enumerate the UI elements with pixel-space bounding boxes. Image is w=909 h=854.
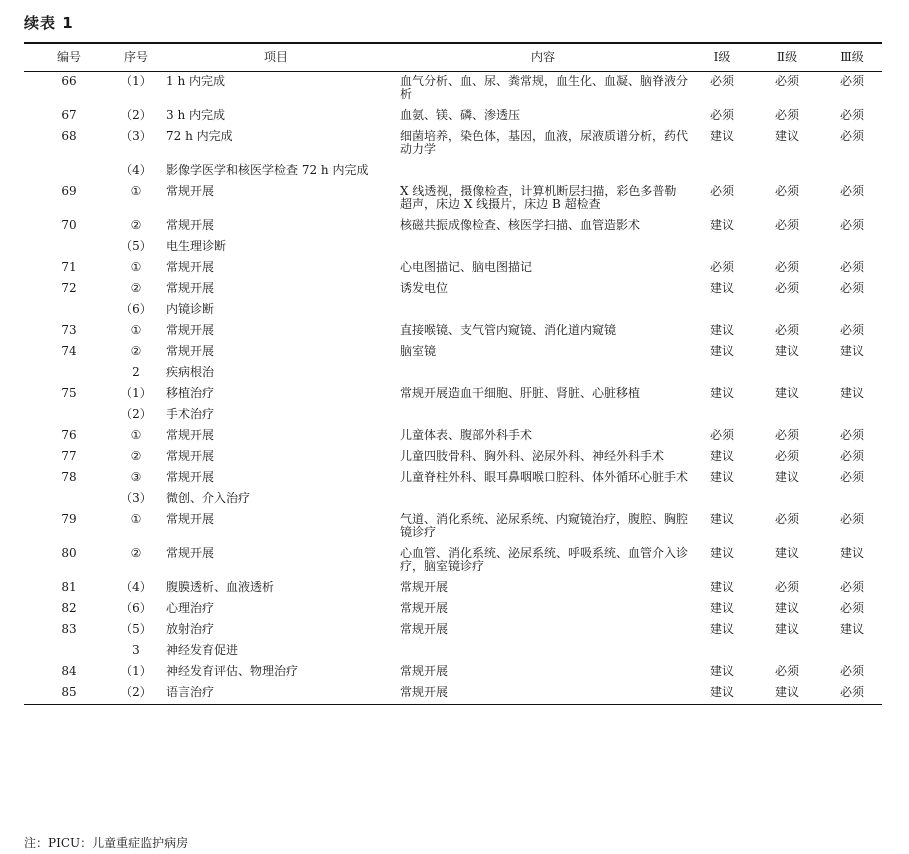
cell-item: 常规开展 <box>166 428 215 442</box>
cell-content: 气道、消化系统、泌尿系统、内窥镜治疗，腹腔、胸腔镜诊疗 <box>400 512 689 539</box>
cell-level-3: 必须 <box>839 74 864 88</box>
cell-number <box>24 237 114 258</box>
cell-level-2 <box>752 237 822 258</box>
cell-number: 68 <box>61 129 77 143</box>
table-row <box>24 447 882 468</box>
table-row <box>24 258 882 279</box>
table-row <box>24 216 882 237</box>
cell-content: X 线透视，摄像检查，计算机断层扫描，彩色多普勒超声，床边 X 线摄片，床边 B 超检查 <box>400 184 677 211</box>
cell-level-2: 必须 <box>774 108 799 122</box>
cell-level-3: 必须 <box>839 449 864 463</box>
cell-number: 83 <box>61 622 77 636</box>
cell-level-3: 必须 <box>839 184 864 198</box>
cell-sequence: ② <box>130 218 142 232</box>
cell-item: 电生理诊断 <box>166 239 227 253</box>
cell-content: 儿童脊柱外科、眼耳鼻咽喉口腔科、体外循环心脏手术 <box>400 470 689 484</box>
table-row <box>24 384 882 405</box>
table-row <box>24 321 882 342</box>
cell-level-2: 必须 <box>774 260 799 274</box>
cell-number: 69 <box>61 184 77 198</box>
cell-number: 79 <box>61 512 77 526</box>
cell-level-3: 必须 <box>839 512 864 526</box>
cell-level-3 <box>822 161 882 182</box>
cell-number: 81 <box>61 580 77 594</box>
header-item: 项目 <box>263 50 288 64</box>
cell-number: 76 <box>61 428 77 442</box>
table-row <box>24 127 882 161</box>
cell-level-1: 建议 <box>709 323 734 337</box>
cell-level-3: 必须 <box>839 664 864 678</box>
cell-sequence: ② <box>130 449 142 463</box>
cell-item: 腹膜透析、血液透析 <box>166 580 275 594</box>
cell-level-1: 建议 <box>709 546 734 560</box>
cell-item: 放射治疗 <box>166 622 215 636</box>
cell-sequence: （6） <box>120 601 152 615</box>
cell-content: 儿童四肢骨科、胸外科、泌尿外科、神经外科手术 <box>400 449 665 463</box>
table-row <box>24 237 882 258</box>
cell-level-2 <box>752 363 822 384</box>
cell-level-3: 必须 <box>839 428 864 442</box>
cell-sequence: （6） <box>120 302 152 316</box>
cell-content: 心血管、消化系统、泌尿系统、呼吸系统、血管介入诊疗，脑室镜诊疗 <box>400 546 689 573</box>
cell-level-1 <box>692 237 752 258</box>
cell-level-2 <box>752 489 822 510</box>
table-footnote: 注：PICU：儿童重症监护病房 <box>24 836 189 850</box>
cell-level-3: 必须 <box>839 281 864 295</box>
cell-level-1 <box>692 489 752 510</box>
cell-level-1: 必须 <box>709 428 734 442</box>
cell-level-3: 必须 <box>839 129 864 143</box>
cell-number: 77 <box>61 449 77 463</box>
cell-number <box>24 300 114 321</box>
cell-content <box>394 641 692 662</box>
cell-number: 74 <box>61 344 77 358</box>
cell-level-3: 必须 <box>839 685 864 699</box>
cell-level-2: 必须 <box>774 281 799 295</box>
cell-level-1: 建议 <box>709 580 734 594</box>
cell-level-3: 建议 <box>839 622 864 636</box>
cell-item: 语言治疗 <box>166 685 215 699</box>
cell-level-3: 必须 <box>839 218 864 232</box>
cell-sequence: （5） <box>120 622 152 636</box>
cell-number: 78 <box>61 470 77 484</box>
header-number: 编号 <box>56 50 81 64</box>
cell-level-1: 建议 <box>709 449 734 463</box>
cell-item: 常规开展 <box>166 449 215 463</box>
cell-sequence: （1） <box>120 386 152 400</box>
cell-content <box>394 363 692 384</box>
cell-content: 细菌培养，染色体，基因，血液，尿液质谱分析，药代动力学 <box>400 129 689 156</box>
header-level-1: Ⅰ级 <box>713 50 731 64</box>
cell-level-2: 建议 <box>774 344 799 358</box>
cell-level-2: 必须 <box>774 664 799 678</box>
cell-item: 1 h 内完成 <box>166 74 225 88</box>
cell-item: 常规开展 <box>166 344 215 358</box>
cell-item: 影像学医学和核医学检查 72 h 内完成 <box>166 163 369 177</box>
cell-sequence: （4） <box>120 163 152 177</box>
cell-number <box>24 489 114 510</box>
cell-item: 疾病根治 <box>166 365 215 379</box>
cell-sequence: （1） <box>120 74 152 88</box>
header-sequence: 序号 <box>123 50 148 64</box>
cell-content: 常规开展 <box>400 580 449 594</box>
cell-level-2: 建议 <box>774 470 799 484</box>
cell-level-2: 必须 <box>774 323 799 337</box>
cell-content: 常规开展 <box>400 685 449 699</box>
table-row <box>24 578 882 599</box>
cell-content: 常规开展 <box>400 622 449 636</box>
cell-level-2 <box>752 161 822 182</box>
cell-level-1: 建议 <box>709 601 734 615</box>
cell-number: 72 <box>61 281 77 295</box>
cell-sequence: （5） <box>120 239 152 253</box>
cell-sequence: ② <box>130 344 142 358</box>
table-row <box>24 468 882 489</box>
cell-level-3 <box>822 641 882 662</box>
cell-item: 神经发育评估、物理治疗 <box>166 664 299 678</box>
cell-level-3: 建议 <box>839 546 864 560</box>
cell-level-2: 必须 <box>774 512 799 526</box>
cell-item: 常规开展 <box>166 281 215 295</box>
cell-content: 儿童体表、腹部外科手术 <box>400 428 533 442</box>
cell-item: 神经发育促进 <box>166 643 239 657</box>
cell-sequence: 3 <box>132 643 140 657</box>
table-row <box>24 641 882 662</box>
table-row <box>24 161 882 182</box>
table-row <box>24 426 882 447</box>
cell-level-1: 建议 <box>709 386 734 400</box>
cell-level-3: 建议 <box>839 386 864 400</box>
table-row <box>24 405 882 426</box>
cell-level-2: 建议 <box>774 622 799 636</box>
cell-level-3 <box>822 363 882 384</box>
cell-number: 82 <box>61 601 77 615</box>
table-row <box>24 599 882 620</box>
cell-number <box>24 161 114 182</box>
cell-number: 84 <box>61 664 77 678</box>
table-header-row <box>24 43 882 72</box>
cell-level-2: 建议 <box>774 129 799 143</box>
cell-number <box>24 363 114 384</box>
cell-number <box>24 641 114 662</box>
cell-content: 诱发电位 <box>400 281 449 295</box>
cell-level-1: 必须 <box>709 74 734 88</box>
cell-sequence: ① <box>130 184 142 198</box>
cell-item: 心理治疗 <box>166 601 215 615</box>
cell-number: 70 <box>61 218 77 232</box>
cell-item: 常规开展 <box>166 546 215 560</box>
cell-level-2: 建议 <box>774 685 799 699</box>
cell-level-2: 必须 <box>774 218 799 232</box>
cell-item: 3 h 内完成 <box>166 108 225 122</box>
table-row <box>24 510 882 544</box>
cell-content: 心电图描记、脑电图描记 <box>400 260 533 274</box>
cell-level-1: 建议 <box>709 622 734 636</box>
requirements-table <box>24 42 882 705</box>
table-row <box>24 300 882 321</box>
cell-level-1: 建议 <box>709 685 734 699</box>
cell-level-3 <box>822 405 882 426</box>
cell-level-3: 建议 <box>839 344 864 358</box>
cell-number: 80 <box>61 546 77 560</box>
table-row <box>24 106 882 127</box>
table-row <box>24 489 882 510</box>
cell-number: 67 <box>61 108 77 122</box>
cell-item: 常规开展 <box>166 260 215 274</box>
cell-item: 移植治疗 <box>166 386 215 400</box>
cell-level-3: 必须 <box>839 470 864 484</box>
cell-sequence: ① <box>130 260 142 274</box>
cell-level-1 <box>692 363 752 384</box>
cell-level-3 <box>822 237 882 258</box>
cell-level-2: 建议 <box>774 601 799 615</box>
cell-content: 核磁共振成像检查、核医学扫描、血管造影术 <box>400 218 641 232</box>
cell-content: 血气分析、血、尿、粪常规，血生化、血凝、脑脊液分析 <box>400 74 689 101</box>
table-row <box>24 662 882 683</box>
table-row <box>24 342 882 363</box>
cell-level-1 <box>692 161 752 182</box>
table-row <box>24 279 882 300</box>
cell-sequence: ② <box>130 281 142 295</box>
table-row <box>24 620 882 641</box>
cell-content: 直接喉镜、支气管内窥镜、消化道内窥镜 <box>400 323 617 337</box>
table-row <box>24 683 882 705</box>
table-caption: 续表 1 <box>24 14 74 32</box>
cell-level-2: 必须 <box>774 184 799 198</box>
cell-level-2: 必须 <box>774 428 799 442</box>
header-level-2: Ⅱ级 <box>776 50 798 64</box>
cell-level-2: 必须 <box>774 449 799 463</box>
table-row <box>24 544 882 578</box>
cell-sequence: （2） <box>120 407 152 421</box>
cell-sequence: （3） <box>120 129 152 143</box>
cell-level-3: 必须 <box>839 323 864 337</box>
cell-level-1: 必须 <box>709 108 734 122</box>
cell-item: 常规开展 <box>166 512 215 526</box>
cell-level-1: 必须 <box>709 260 734 274</box>
cell-level-3 <box>822 300 882 321</box>
cell-sequence: （1） <box>120 664 152 678</box>
cell-number: 73 <box>61 323 77 337</box>
cell-content: 脑室镜 <box>400 344 437 358</box>
cell-item: 常规开展 <box>166 218 215 232</box>
cell-level-1: 建议 <box>709 281 734 295</box>
cell-level-3: 必须 <box>839 580 864 594</box>
cell-item: 常规开展 <box>166 184 215 198</box>
cell-item: 72 h 内完成 <box>166 129 233 143</box>
cell-content: 常规开展 <box>400 601 449 615</box>
cell-content <box>394 161 692 182</box>
table-row <box>24 182 882 216</box>
cell-level-1: 建议 <box>709 512 734 526</box>
cell-content: 血氨、镁、磷、渗透压 <box>400 108 521 122</box>
cell-level-1 <box>692 300 752 321</box>
cell-content <box>394 300 692 321</box>
cell-level-1 <box>692 641 752 662</box>
cell-level-1 <box>692 405 752 426</box>
cell-content <box>394 489 692 510</box>
cell-content: 常规开展 <box>400 664 449 678</box>
cell-level-2 <box>752 405 822 426</box>
cell-level-2: 建议 <box>774 546 799 560</box>
cell-level-1: 必须 <box>709 184 734 198</box>
cell-sequence: ① <box>130 512 142 526</box>
cell-sequence: ① <box>130 323 142 337</box>
cell-number: 71 <box>61 260 77 274</box>
cell-sequence: （2） <box>120 685 152 699</box>
cell-level-3: 必须 <box>839 601 864 615</box>
header-level-3: Ⅲ级 <box>840 50 864 64</box>
cell-level-2 <box>752 300 822 321</box>
cell-number: 66 <box>61 74 77 88</box>
cell-level-2: 必须 <box>774 580 799 594</box>
cell-level-3: 必须 <box>839 260 864 274</box>
cell-level-1: 建议 <box>709 344 734 358</box>
header-content: 内容 <box>530 50 555 64</box>
cell-item: 手术治疗 <box>166 407 215 421</box>
cell-sequence: ② <box>130 546 142 560</box>
cell-number: 75 <box>61 386 77 400</box>
cell-level-3: 必须 <box>839 108 864 122</box>
cell-number <box>24 405 114 426</box>
cell-level-1: 建议 <box>709 664 734 678</box>
table-row <box>24 72 882 107</box>
cell-item: 常规开展 <box>166 323 215 337</box>
cell-number: 85 <box>61 685 77 699</box>
cell-level-2: 建议 <box>774 386 799 400</box>
cell-level-2 <box>752 641 822 662</box>
table-row <box>24 363 882 384</box>
cell-content: 常规开展造血干细胞、肝脏、肾脏、心脏移植 <box>400 386 641 400</box>
cell-item: 内镜诊断 <box>166 302 215 316</box>
cell-level-1: 建议 <box>709 470 734 484</box>
cell-content <box>394 237 692 258</box>
cell-sequence: 2 <box>132 365 140 379</box>
cell-level-1: 建议 <box>709 218 734 232</box>
cell-content <box>394 405 692 426</box>
cell-level-3 <box>822 489 882 510</box>
cell-sequence: ③ <box>130 470 142 484</box>
cell-level-1: 建议 <box>709 129 734 143</box>
cell-sequence: （4） <box>120 580 152 594</box>
cell-item: 常规开展 <box>166 470 215 484</box>
cell-item: 微创、介入治疗 <box>166 491 251 505</box>
cell-sequence: ① <box>130 428 142 442</box>
cell-sequence: （2） <box>120 108 152 122</box>
cell-sequence: （3） <box>120 491 152 505</box>
cell-level-2: 必须 <box>774 74 799 88</box>
